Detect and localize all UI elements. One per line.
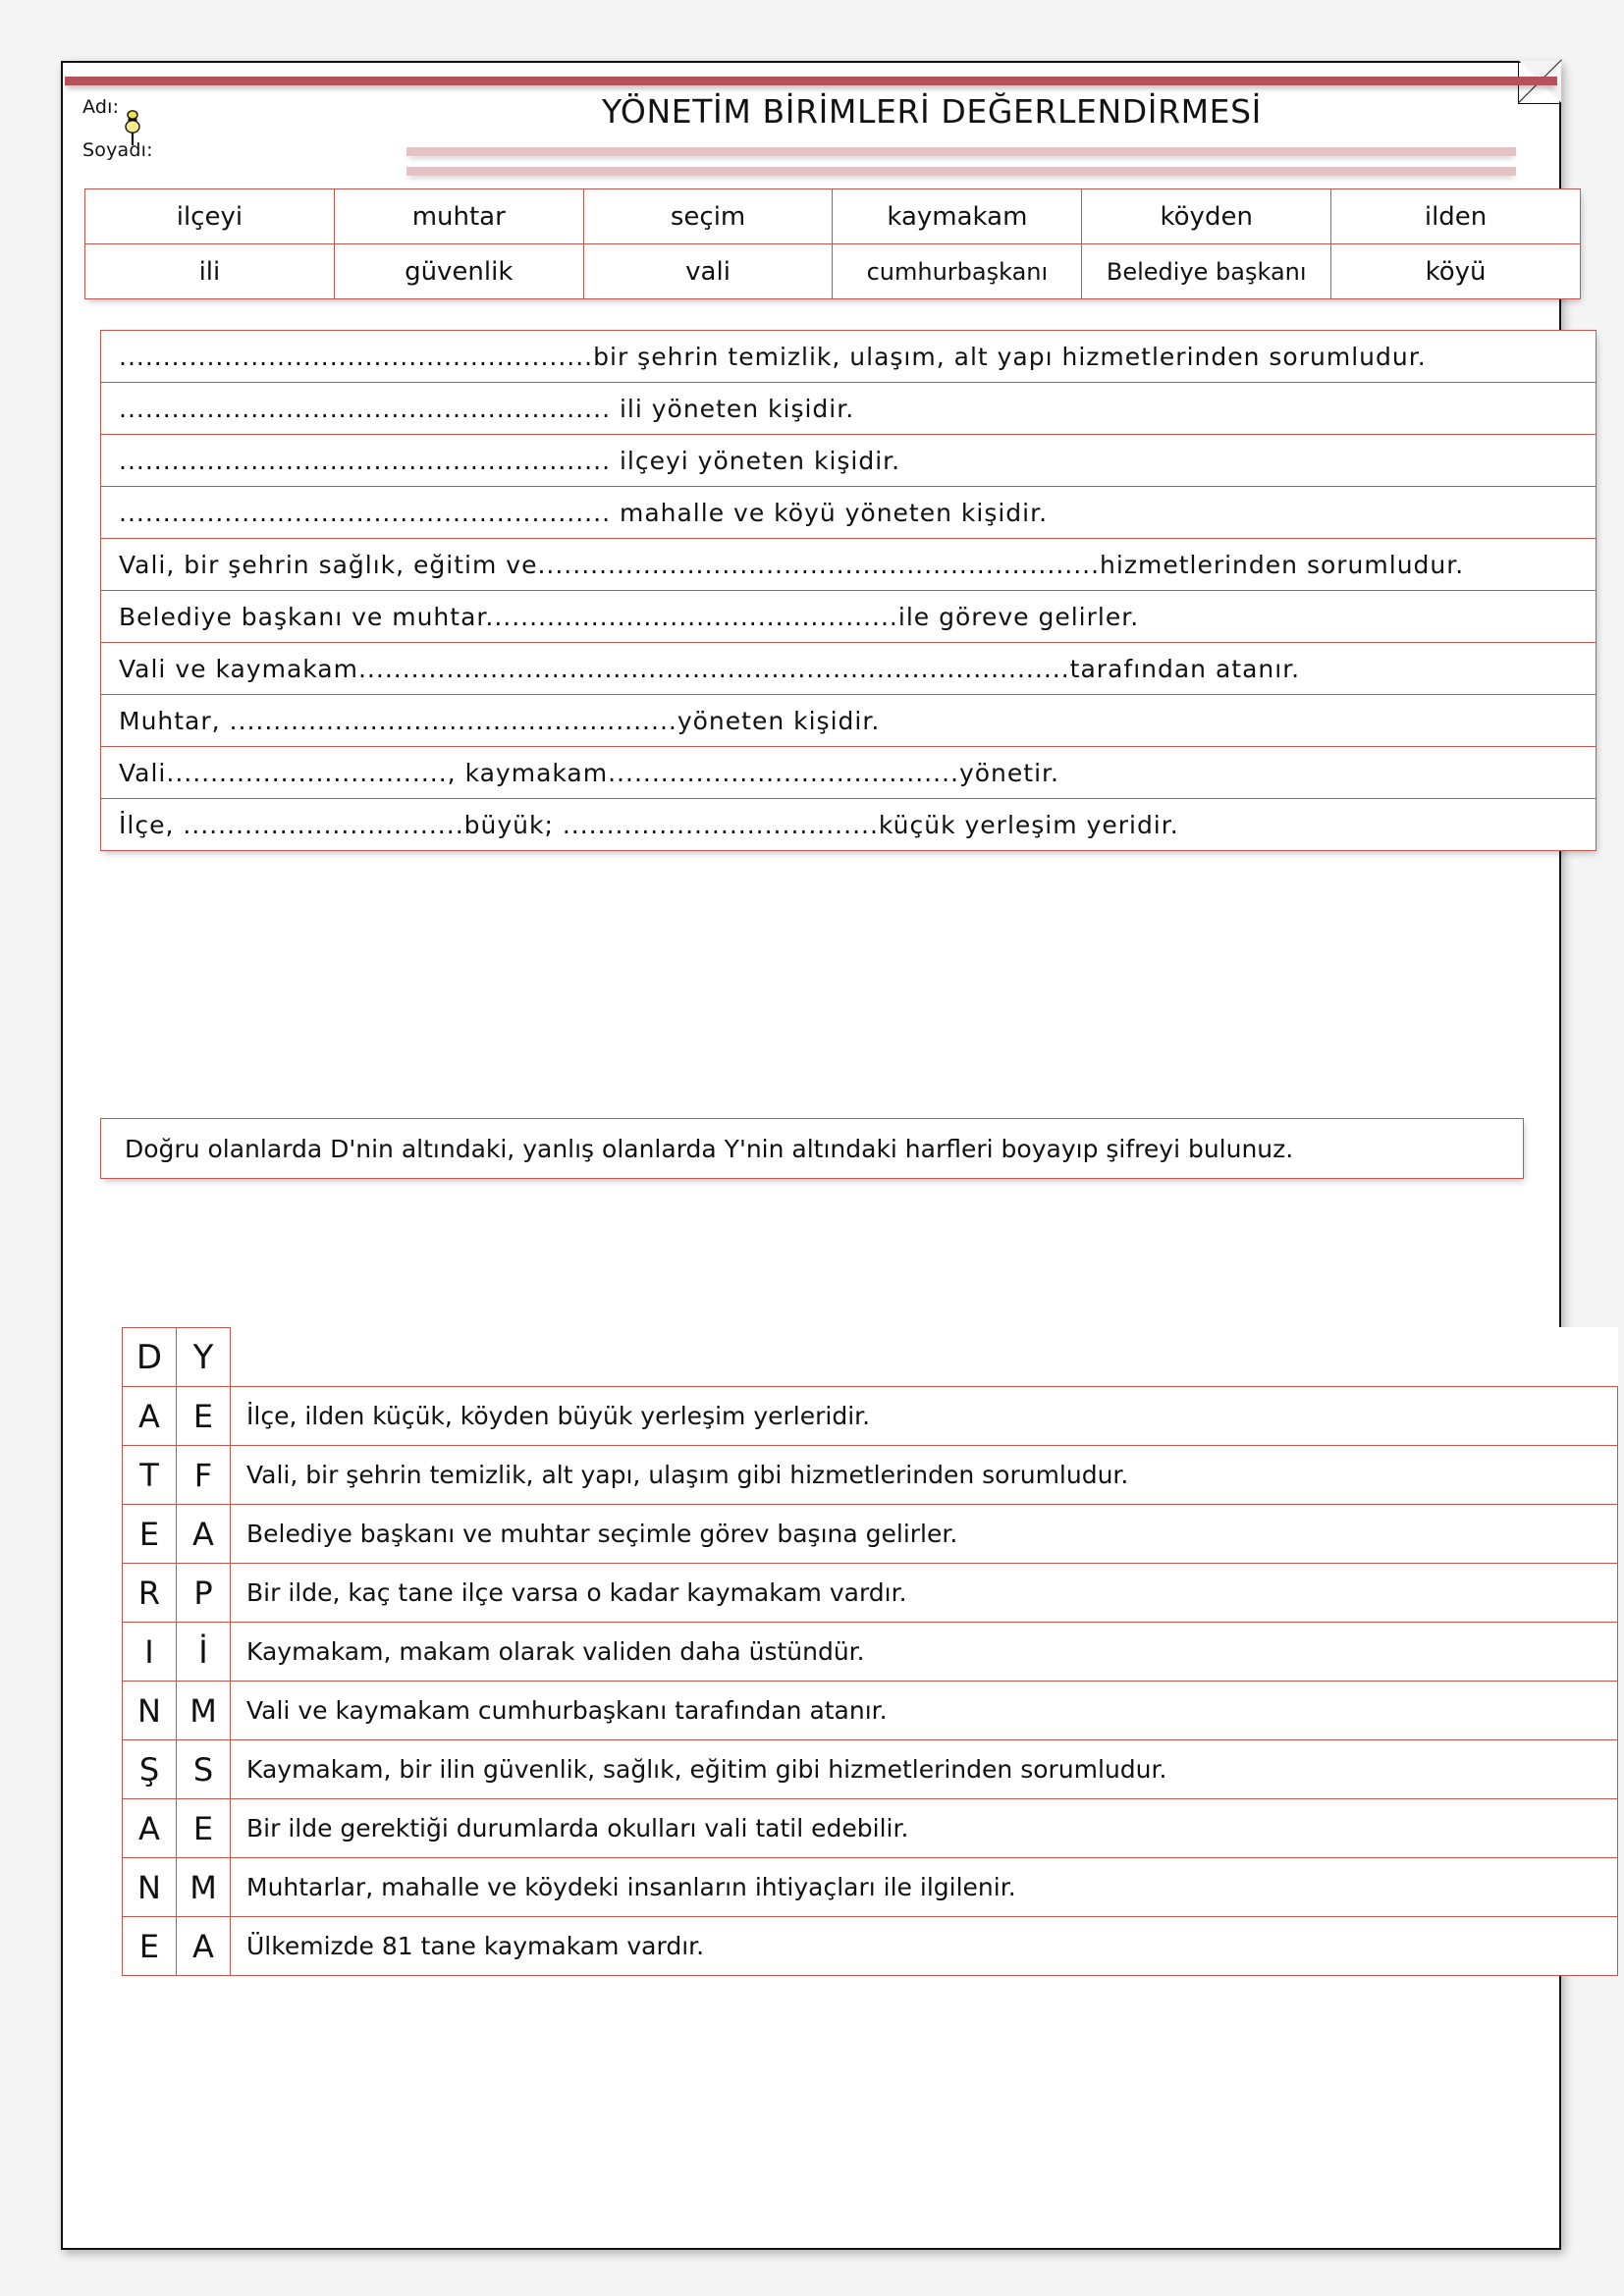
blank-statement[interactable]: ........................................................ ilçeyi yöneten kişidir. <box>101 435 1597 487</box>
blank-statement[interactable]: Vali ve kaymakam.................................................................................tarafından atanır. <box>101 643 1597 695</box>
table-row <box>85 189 1581 244</box>
blank-statement[interactable]: Belediye başkanı ve muhtar...............................................ile göreve gelirler. <box>101 591 1597 643</box>
table-row[interactable] <box>123 1505 1618 1564</box>
instruction-text: Doğru olanlarda D'nin altındaki, yanlış olanlarda Y'nin altındaki harfleri boyayıp şifreyi bulunuz. <box>125 1134 1294 1163</box>
dogru-letter[interactable]: E <box>123 1917 177 1976</box>
blank-statement[interactable]: ......................................................bir şehrin temizlik, ulaşım, alt yapı hizmetlerinden sorumludur. <box>101 331 1597 383</box>
tf-statement: Vali ve kaymakam cumhurbaşkanı tarafından atanır. <box>231 1682 1618 1740</box>
title-bar-1 <box>406 147 1516 156</box>
fill-in-blanks-table <box>100 330 1597 851</box>
tf-statement: Bir ilde, kaç tane ilçe varsa o kadar kaymakam vardır. <box>231 1564 1618 1623</box>
blank-statement[interactable]: Vali, bir şehrin sağlık, eğitim ve................................................................hizmetlerinden sorumludur. <box>101 539 1597 591</box>
blank-statement[interactable]: İlçe, ................................büyük; ....................................küçük yerleşim yeridir. <box>101 799 1597 851</box>
table-row[interactable] <box>101 331 1597 383</box>
table-row[interactable] <box>101 747 1597 799</box>
table-row[interactable] <box>123 1446 1618 1505</box>
true-false-table <box>122 1327 1618 1976</box>
word-bank-cell: Belediye başkanı <box>1082 244 1331 299</box>
table-header-row <box>123 1328 1618 1387</box>
word-bank-cell: seçim <box>583 189 833 244</box>
tf-statement: Kaymakam, makam olarak validen daha üstündür. <box>231 1623 1618 1682</box>
word-bank-cell: ilden <box>1331 189 1581 244</box>
table-row[interactable] <box>101 539 1597 591</box>
yanlis-letter[interactable]: E <box>177 1799 231 1858</box>
table-row[interactable] <box>101 383 1597 435</box>
table-row[interactable] <box>123 1799 1618 1858</box>
tf-statement: İlçe, ilden küçük, köyden büyük yerleşim yerleridir. <box>231 1387 1618 1446</box>
title-bar-2 <box>406 167 1516 176</box>
tf-statement: Belediye başkanı ve muhtar seçimle görev başına gelirler. <box>231 1505 1618 1564</box>
column-header-dogru: D <box>123 1328 177 1387</box>
dogru-letter[interactable]: N <box>123 1682 177 1740</box>
worksheet-sheet <box>61 61 1561 2250</box>
instruction-strip <box>100 1118 1524 1179</box>
word-bank-cell: muhtar <box>334 189 583 244</box>
surname-label: Soyadı: <box>82 139 153 161</box>
word-bank-cell: köyü <box>1331 244 1581 299</box>
tf-statement: Ülkemizde 81 tane kaymakam vardır. <box>231 1917 1618 1976</box>
dogru-letter[interactable]: T <box>123 1446 177 1505</box>
blank-statement[interactable]: Muhtar, ...................................................yöneten kişidir. <box>101 695 1597 747</box>
column-header-yanlis: Y <box>177 1328 231 1387</box>
table-row[interactable] <box>101 799 1597 851</box>
table-row[interactable] <box>101 695 1597 747</box>
header-spacer-cell <box>231 1328 1618 1387</box>
dogru-letter[interactable]: E <box>123 1505 177 1564</box>
word-bank-cell: güvenlik <box>334 244 583 299</box>
table-row[interactable] <box>101 591 1597 643</box>
yanlis-letter[interactable]: A <box>177 1505 231 1564</box>
table-row[interactable] <box>123 1682 1618 1740</box>
table-row[interactable] <box>123 1564 1618 1623</box>
yanlis-letter[interactable]: İ <box>177 1623 231 1682</box>
pushpin-icon <box>120 110 145 149</box>
word-bank-cell: ili <box>85 244 335 299</box>
table-row[interactable] <box>101 643 1597 695</box>
dogru-letter[interactable]: I <box>123 1623 177 1682</box>
dogru-letter[interactable]: Ş <box>123 1740 177 1799</box>
table-row[interactable] <box>101 435 1597 487</box>
tf-statement: Bir ilde gerektiği durumlarda okulları vali tatil edebilir. <box>231 1799 1618 1858</box>
yanlis-letter[interactable]: M <box>177 1858 231 1917</box>
yanlis-letter[interactable]: F <box>177 1446 231 1505</box>
blank-statement[interactable]: ........................................................ ili yöneten kişidir. <box>101 383 1597 435</box>
tf-statement: Kaymakam, bir ilin güvenlik, sağlık, eğitim gibi hizmetlerinden sorumludur. <box>231 1740 1618 1799</box>
table-row[interactable] <box>123 1623 1618 1682</box>
page-title: YÖNETİM BİRİMLERİ DEĞERLENDİRMESİ <box>601 92 1263 131</box>
blank-statement[interactable]: ........................................................ mahalle ve köyü yöneten kişidir. <box>101 487 1597 539</box>
dogru-letter[interactable]: A <box>123 1799 177 1858</box>
yanlis-letter[interactable]: M <box>177 1682 231 1740</box>
dogru-letter[interactable]: N <box>123 1858 177 1917</box>
yanlis-letter[interactable]: A <box>177 1917 231 1976</box>
word-bank-cell: ilçeyi <box>85 189 335 244</box>
tf-statement: Vali, bir şehrin temizlik, alt yapı, ulaşım gibi hizmetlerinden sorumludur. <box>231 1446 1618 1505</box>
word-bank-table <box>84 188 1581 299</box>
word-bank-cell: vali <box>583 244 833 299</box>
table-row[interactable] <box>123 1387 1618 1446</box>
dogru-letter[interactable]: R <box>123 1564 177 1623</box>
yanlis-letter[interactable]: S <box>177 1740 231 1799</box>
word-bank-cell: kaymakam <box>833 189 1082 244</box>
table-row <box>85 244 1581 299</box>
name-label: Adı: <box>82 96 120 118</box>
table-row[interactable] <box>123 1858 1618 1917</box>
dogru-letter[interactable]: A <box>123 1387 177 1446</box>
word-bank-cell: cumhurbaşkanı <box>833 244 1082 299</box>
yanlis-letter[interactable]: P <box>177 1564 231 1623</box>
table-row[interactable] <box>123 1917 1618 1976</box>
word-bank-cell: köyden <box>1082 189 1331 244</box>
yanlis-letter[interactable]: E <box>177 1387 231 1446</box>
table-row[interactable] <box>101 487 1597 539</box>
blank-statement[interactable]: Vali................................, kaymakam........................................yönetir. <box>101 747 1597 799</box>
header-accent-rule <box>65 77 1557 85</box>
table-row[interactable] <box>123 1740 1618 1799</box>
title-decorative-bars <box>406 147 1516 187</box>
tf-statement: Muhtarlar, mahalle ve köydeki insanların ihtiyaçları ile ilgilenir. <box>231 1858 1618 1917</box>
